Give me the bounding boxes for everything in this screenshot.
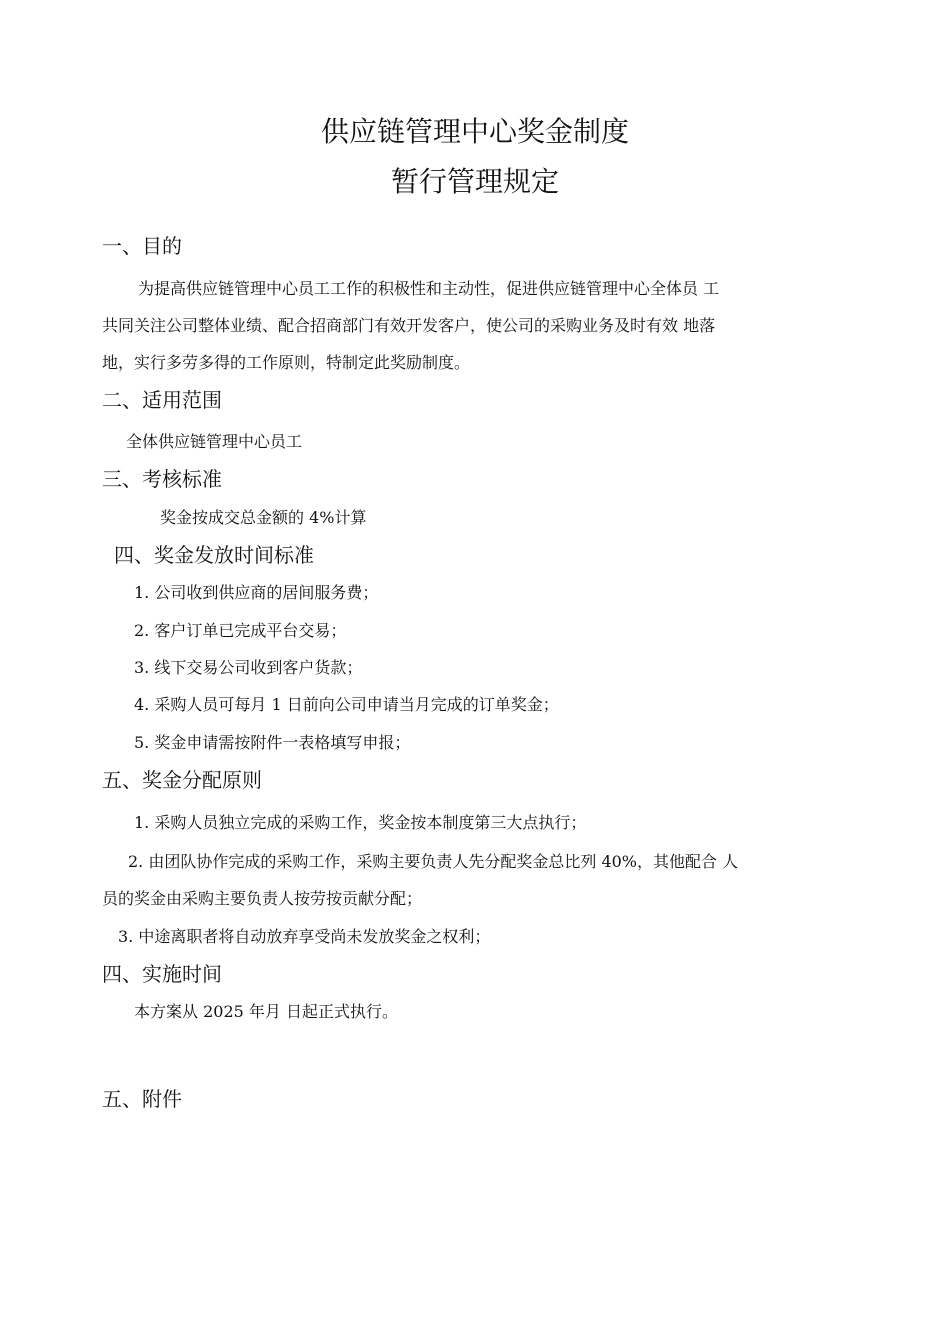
payout-item: 2. 客户订单已完成平台交易； <box>134 621 347 640</box>
section-heading-purpose: 一、目的 <box>102 234 182 258</box>
purpose-text-line-3: 地，实行多劳多得的工作原则，特制定此奖励制度。 <box>102 353 471 372</box>
purpose-text-line-2: 共同关注公司整体业绩、配合招商部门有效开发客户，使公司的采购业务及时有效 地落 <box>102 316 716 335</box>
implementation-text: 本方案从 2025 年月 日起正式执行。 <box>134 1002 398 1021</box>
distribution-item-1: 1. 采购人员独立完成的采购工作，奖金按本制度第三大点执行； <box>134 813 587 832</box>
purpose-text-line-1: 为提高供应链管理中心员工工作的积极性和主动性，促进供应链管理中心全体员 工 <box>138 279 720 298</box>
distribution-item-2-line-2: 员的奖金由采购主要负责人按劳按贡献分配； <box>102 889 423 908</box>
payout-item: 4. 采购人员可每月 1 日前向公司申请当月完成的订单奖金； <box>134 695 559 714</box>
assessment-text: 奖金按成交总金额的 4%计算 <box>160 508 367 527</box>
section-heading-assessment: 三、考核标准 <box>102 467 222 491</box>
distribution-item-2-line-1: 2. 由团队协作完成的采购工作，采购主要负责人先分配奖金总比列 40%，其他配合 人 <box>128 852 739 871</box>
section-heading-distribution: 五、奖金分配原则 <box>102 768 262 792</box>
section-heading-payout-timing: 四、奖金发放时间标准 <box>114 543 314 567</box>
section-heading-scope: 二、适用范围 <box>102 388 222 412</box>
section-heading-attachment: 五、附件 <box>102 1087 182 1111</box>
document-subtitle: 暂行管理规定 <box>390 165 559 198</box>
distribution-item-3: 3. 中途离职者将自动放弃享受尚未发放奖金之权利； <box>118 927 491 946</box>
document-title: 供应链管理中心奖金制度 <box>320 115 629 148</box>
payout-item: 1. 公司收到供应商的居间服务费； <box>134 583 379 602</box>
payout-item: 3. 线下交易公司收到客户货款； <box>134 658 363 677</box>
section-heading-implementation: 四、实施时间 <box>102 962 222 986</box>
scope-text: 全体供应链管理中心员工 <box>126 432 303 451</box>
payout-item: 5. 奖金申请需按附件一表格填写申报； <box>134 733 411 752</box>
